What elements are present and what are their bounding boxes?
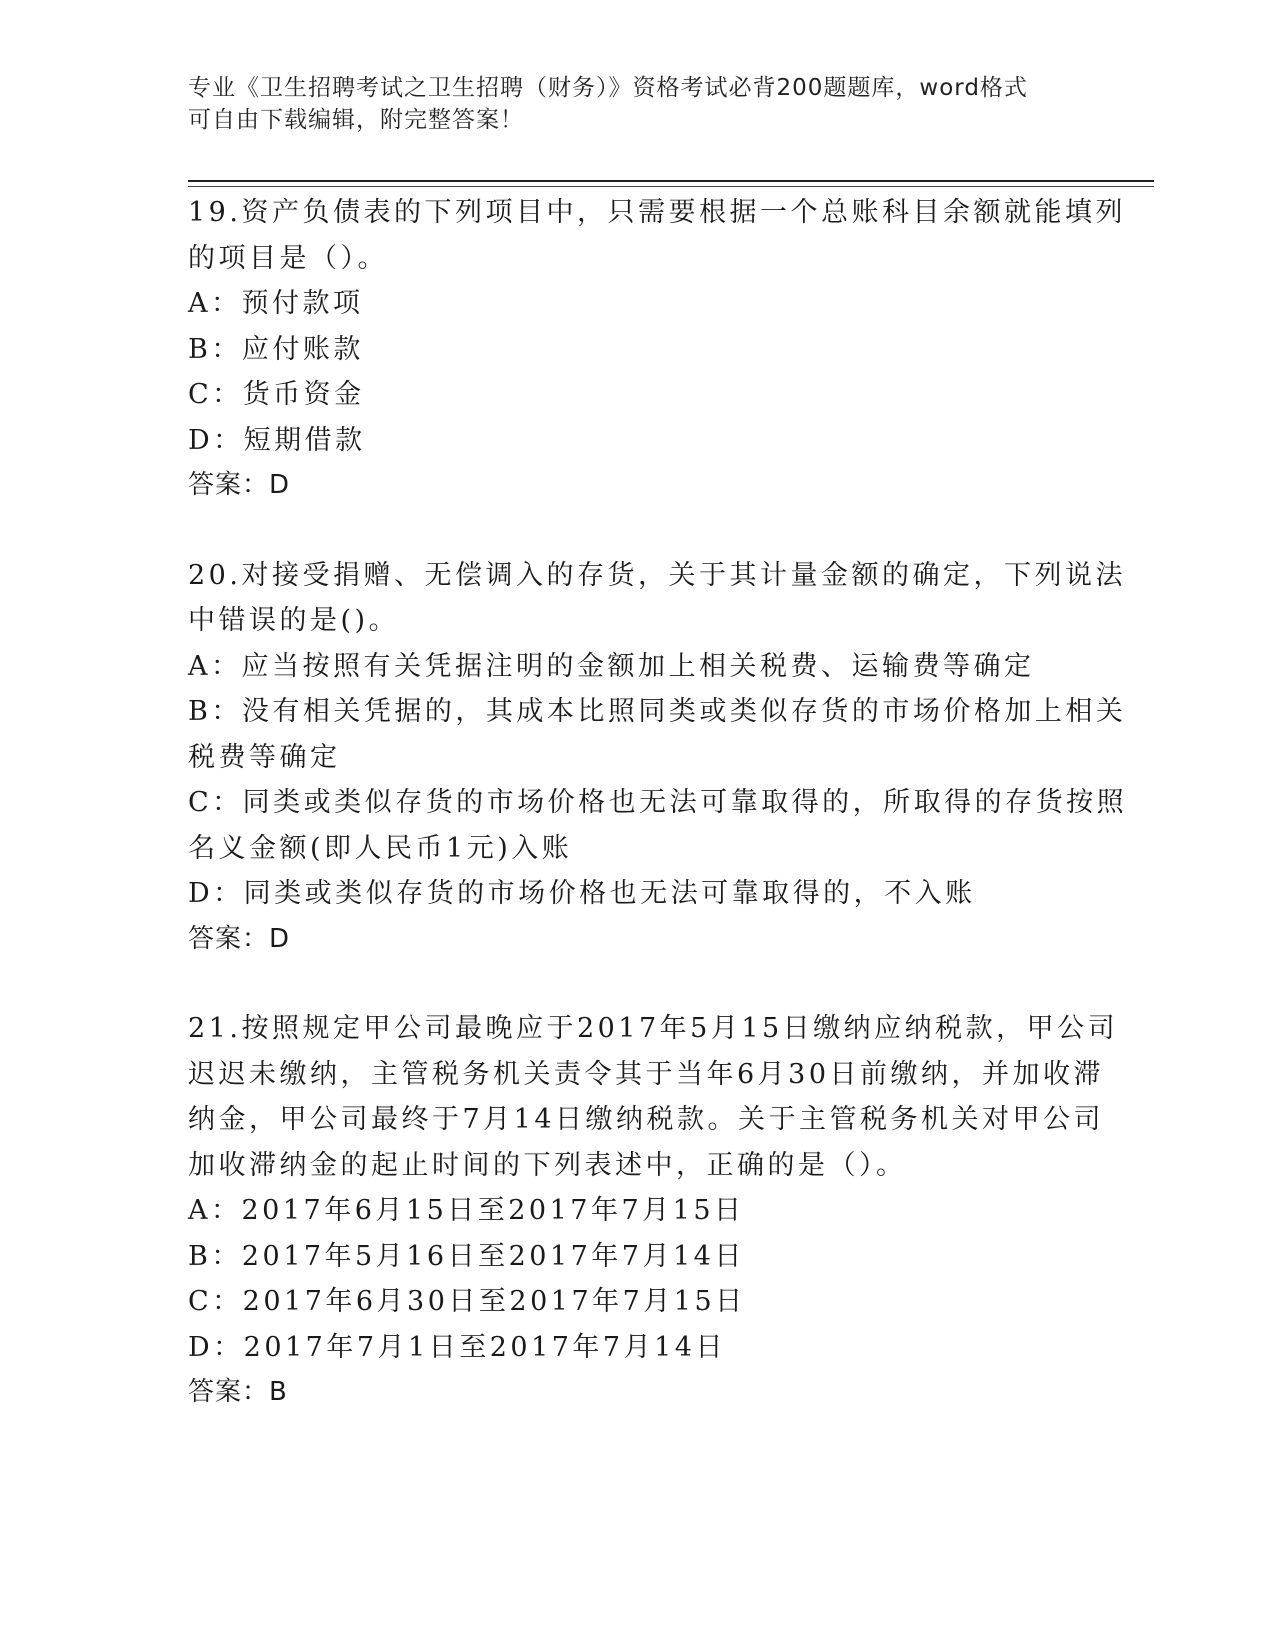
option-b-continued: 税费等确定 bbox=[188, 741, 341, 773]
question-stem-line: 21.按照规定甲公司最晚应于2017年5月15日缴纳应纳税款，甲公司 bbox=[188, 1013, 1119, 1044]
option-a: A：2017年6月15日至2017年7月15日 bbox=[188, 1195, 745, 1226]
option-d: D：2017年7月1日至2017年7月14日 bbox=[188, 1331, 726, 1363]
option-c: C：2017年6月30日至2017年7月15日 bbox=[188, 1286, 746, 1317]
question-stem-line: 20.对接受捐赠、无偿调入的存货，关于其计量金额的确定，下列说法 bbox=[188, 559, 1126, 591]
question-stem-line: 迟迟未缴纳，主管税务机关责令其于当年6月30日前缴纳，并加收滞 bbox=[188, 1058, 1105, 1090]
question-stem-line: 中错误的是()。 bbox=[188, 605, 400, 636]
answer-line: 答案：B bbox=[188, 1377, 288, 1407]
option-b: B：应付账款 bbox=[188, 333, 364, 365]
question-stem-line: 19.资产负债表的下列项目中，只需要根据一个总账科目余额就能填列 bbox=[188, 197, 1126, 228]
header-rule-thick bbox=[188, 180, 1154, 182]
option-a: A：预付款项 bbox=[188, 288, 364, 319]
option-c-continued: 名义金额(即人民币1元)入账 bbox=[188, 832, 573, 864]
header-line-1: 专业《卫生招聘考试之卫生招聘（财务）》资格考试必背200题题库，word格式 bbox=[188, 75, 1028, 101]
question-19 bbox=[188, 190, 1126, 509]
answer-line: 答案：D bbox=[188, 923, 291, 954]
option-b: B：2017年5月16日至2017年7月14日 bbox=[188, 1240, 745, 1272]
answer-line: 答案：D bbox=[188, 470, 291, 500]
option-d: D：短期借款 bbox=[188, 424, 366, 456]
question-list bbox=[188, 190, 1128, 1416]
option-c: C：同类或类似存货的市场价格也无法可靠取得的，所取得的存货按照 bbox=[188, 787, 1128, 818]
document-header bbox=[188, 72, 1088, 136]
option-d: D：同类或类似存货的市场价格也无法可靠取得的，不入账 bbox=[188, 878, 976, 909]
question-stem-line: 的项目是（）。 bbox=[188, 242, 388, 274]
option-c: C：货币资金 bbox=[188, 379, 365, 410]
option-b: B：没有相关凭据的，其成本比照同类或类似存货的市场价格加上相关 bbox=[188, 696, 1127, 727]
question-stem-line: 纳金，甲公司最终于7月14日缴纳税款。关于主管税务机关对甲公司 bbox=[188, 1104, 1105, 1135]
question-spacer bbox=[188, 962, 1078, 1006]
header-line-2: 可自由下载编辑，附完整答案！ bbox=[188, 107, 524, 133]
header-rule-thin bbox=[188, 186, 1154, 187]
option-a: A：应当按照有关凭据注明的金额加上相关税费、运输费等确定 bbox=[188, 650, 1035, 682]
question-stem-line: 加收滞纳金的起止时间的下列表述中，正确的是（）。 bbox=[188, 1149, 907, 1181]
question-spacer bbox=[188, 509, 1078, 553]
question-20 bbox=[188, 553, 1128, 963]
question-21 bbox=[188, 1006, 1119, 1416]
